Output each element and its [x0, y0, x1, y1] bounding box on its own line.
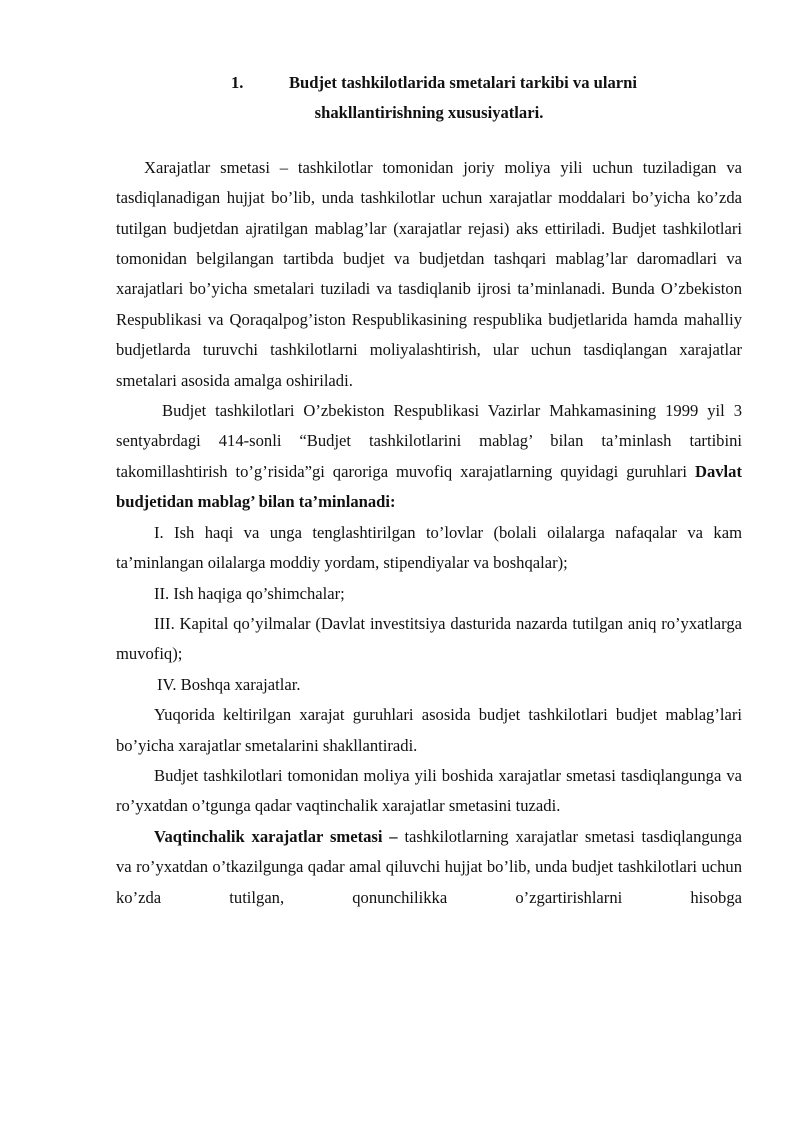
paragraph-government-decree: [116, 396, 742, 518]
paragraph-expense-groups: Yuqorida keltirilgan xarajat guruhlari asosida budjet tashkilotlari budjet mablag’lari bo’yicha xarajatlar smetalarini shakllantiradi.: [116, 705, 742, 755]
section-title-part2: shakllantirishning xususiyatlari.: [314, 103, 544, 123]
paragraph-temporary-estimate-text: tashkilotlarning xarajatlar smetasi tasdiqlangunga va ro’yxatdan o’tkazilgunga qadar amal qiluvchi hujjat bo’lib, unda budjet tashkilotlari uchun ko’zda tutilgan, qonunchilikka o’zgartirishlarni hisobga: [116, 826, 742, 907]
section-number: 1.: [230, 73, 244, 92]
paragraph-decree-bold: Davlat budjetidan mablag’ bilan ta’minlanadi:: [116, 461, 742, 512]
term-temporary-estimate: Vaqtinchalik xarajatlar smetasi –: [154, 826, 398, 846]
list-item-4: IV. Boshqa xarajatlar.: [157, 674, 301, 694]
section-title-part1: Budjet tashkilotlarida smetalari tarkibi va ularni: [288, 73, 638, 92]
paragraph-expense-estimate-definition: Xarajatlar smetasi – tashkilotlar tomonidan joriy moliya yili uchun tuziladigan va tasdiqlanadigan hujjat bo’lib, unda tashkilotlar uchun xarajatlar moddalari bo’yicha ko’zda tutilgan budjetdan ajratilgan mablag’lar (xarajatlar rejasi) aks ettiriladi. Budjet tashkilotlari tomonidan belgilangan tartibda budjet va budjetdan tashqari mablag’lar daromadlari va xarajatlari bo’yicha smetalari tuziladi va tasdiqlanib ijrosi ta’minlanadi. Bunda O’zbekiston Respublikasi va Qoraqalpog’iston Respublikasining respublika budjetlarida hamda mahalliy budjetlarda turuvchi tashkilotlarni moliyalashtirish, ular uchun tasdiqlangan xarajatlar smetalari asosida amalga oshiriladi.: [116, 157, 742, 390]
paragraph-decree-text: Budjet tashkilotlari O’zbekiston Respublikasi Vazirlar Mahkamasining 1999 yil 3 sentyabrdagi 414-sonli “Budjet tashkilotlarini mablag’ bilan ta’minlash tartibini takomillashtirish to’g’risida”gi qaroriga muvofiq xarajatlarning quyidagi guruhlari: [116, 401, 742, 481]
paragraph-temporary-estimate: Budjet tashkilotlari tomonidan moliya yili boshida xarajatlar smetasi tasdiqlangunga va ro’yxatdan o’tgunga qadar vaqtinchalik xarajatlar smetasini tuzadi.: [116, 765, 742, 816]
list-item-1: I. Ish haqi va unga tenglashtirilgan to’lovlar (bolali oilalarga nafaqalar va kam ta’minlangan oilalarga moddiy yordam, stipendiyalar va boshqalar);: [116, 522, 742, 573]
document-page: [116, 68, 742, 913]
list-item-2: II. Ish haqiga qo’shimchalar;: [154, 583, 345, 603]
section-heading: [116, 68, 742, 129]
section-heading-line1: [116, 68, 742, 98]
list-item-3: III. Kapital qo’yilmalar (Davlat investitsiya dasturida nazarda tutilgan aniq ro’yxatlarga muvofiq);: [116, 613, 742, 664]
paragraph-temporary-estimate-definition: [116, 822, 742, 913]
